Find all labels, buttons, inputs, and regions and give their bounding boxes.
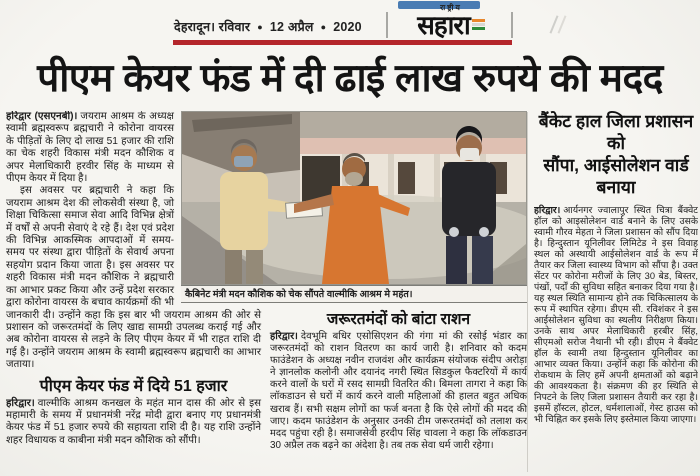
banquet-article	[534, 110, 698, 476]
paper-wordmark: सहारा	[417, 10, 484, 40]
masthead-separator	[386, 12, 388, 38]
banquet-dateline: हरिद्वार।	[534, 205, 561, 215]
pm-fund-text: वाल्मीकि आश्रम कनखल के महंत मान दास की ओर से इस महामारी के समय में प्रधानमंत्री नरेंद्र मोदी द्वारा बनाए गए प्रधानमंत्री केयर फंड में 51 हजार रुपये की सहायता राशि दी है। यह राशि उन्होंने शहर विधायक व काबीना मंत्री मदन कौशिक को सौंपी।	[6, 397, 261, 446]
lead-article	[6, 111, 527, 474]
banquet-heading-line2: सौंपा, आईसोलेशन वार्ड बनाया	[543, 155, 689, 197]
photo-frame	[181, 111, 527, 285]
ration-text: देवभूमि बधिर एसोसिएशन की गंगा मां की रसोई भंडार का जरूरतमंदों को राशन वितरण का कार्य जारी है। शनिवार को कदम फाउंडेशन के अध्यक्ष नवीन राजवंश और कार्यक्रम संयोजक संदीप अरोड़ा ने ज्ञानलोक कलोनी और दयानंद नगरी स्थित सिडकुल फैक्टरियों में कार्य करने वालों के घरों में रसद सामग्री वितरित की। बिमला तागरा ने कहा कि लॉकडाउन से घरों में कार्य करने वाली महिलाओं की हालत बहुत अधिक खराब हैं। सभी सक्षम लोगों का फर्ज बनता है कि ऐसे लोगों की मदद की जाए। कदम फाउंडेशन के अनुसार उनकी टीम जरूरतमंदों को तलाश कर मदद पहुंचा रही है। समाजसेवी हरदीप सिंह चावला ने कहा कि लॉकडाउन 30 अप्रैल तक बढ़ने का अंदेशा है। तब तक सेवा धर्म जारी रहेगा।	[270, 331, 527, 451]
masthead-separator	[511, 12, 513, 38]
lead-text-2: इस अवसर पर ब्रह्मचारी ने कहा कि जयराम आश्रम देश की लोकसेवी संस्था है, जो शिक्षा चिकित्सा समाज सेवा आदि विभिन्न क्षेत्रों में वर्षों से अपनी सेवाएं दे रहे हैं। देश एवं प्रदेश की विभिन्न आकस्मिक आपदाओं में समय-समय पर संस्था द्वारा पीड़ितों के सेवार्थ अपना सहयोग प्रदान किया जाता है। इस अवसर पर शहरी विकास मंत्री मदन कौशिक ने ब्रह्मचारी का आभार प्रकट किया और उन्हें प्रदेश सरकार द्वारा कोरोना वायरस के बचाव कार्यक्रमों की भी जानकारी दी। उन्होंने कहा कि इस बार भी जयराम आश्रम की ओर से प्रशासन को जरूरतमंदों के लिए खाद्य सामग्री उपलब्ध कराई गई और अब कोरोना वायरस से लड़ने के लिए पीएम केयर में भी राहत राशि दी गई है। उन्होंने जयराम आश्रम के स्वामी ब्रह्मस्वरूप ब्रह्मचारी का आभार जताया।	[6, 185, 261, 371]
ration-article	[270, 311, 527, 452]
lead-text-1: जयराम आश्रम के अध्यक्ष स्वामी ब्रह्मस्वरूप ब्रह्मचारी ने कोरोना वायरस के पीड़ितों के लिए दो लाख 51 हजार की राशि का चेक शहरी विकास मंत्री मदन कौशिक व अपर मेलाधिकारी हरवीर सिंह के माध्यम से पीएम केयर में दिया है।	[6, 111, 174, 185]
dateline-date: 12 अप्रैल	[269, 20, 314, 34]
paper-logo	[398, 4, 504, 38]
masthead-red-rule	[173, 40, 512, 45]
news-photo	[181, 111, 527, 303]
pm-fund-heading: पीएम केयर फंड में दिये 51 हजार	[39, 377, 228, 395]
banquet-text: आर्यनगर ज्वालापुर स्थित चित्रा बैंक्वेट हॉल को आइसोलेशन वार्ड बनाने के लिए उसके स्वामी गौरव मेहता ने जिला प्रशासन को सौंप दिया है। हिन्दुस्तान यूनिलीवर लिमिटेड ने इस विवाह स्थल को अस्थायी आईसोलेशन वार्ड के रूप में तैयार कर जिला स्वास्थ्य विभाग को सौंपा है। उक्त सेंटर पर कोरोना मरीजों के लिए 30 बेड, बिस्तर, पंखों, पर्दों की सुविधा सहित बनाकर दिया गया है। यह स्थल स्थिति सामान्य होने तक चिकित्सालय के रूप में स्थापित रहेगा। डीएम सी. रविशंकर ने इस आईसोलेशन सुविधा का स्थलीय निरीक्षण किया। उनके साथ अपर मेलाधिकारी हरबीर सिंह, सीएमओ सरोज नैथानी भी रही। डीएम ने बैंक्वेट हॉल के स्वामी तथा हिन्दुस्तान यूनिलीवर का आभार व्यक्त किया। उन्होंने कहा कि कोरोना की रोकथाम के लिए हमें अपनी क्षमताओं को बढ़ाने की आवश्यकता है। संक्रमण की हर स्थिति से निपटने के लिए जिला प्रशासन तैयारी कर रहा है। इसमें हॉस्टल, होटल, धर्मशालाओं, गेस्ट हाउस को भी चिह्नित कर इसके लिए इस्तेमाल किया जाएगा।	[534, 205, 698, 424]
lead-dateline: हरिद्वार (एसएनबी)।	[6, 111, 78, 122]
paper-tagline: राष्ट्रीय	[440, 3, 462, 12]
scan-artifact-mark	[558, 15, 567, 33]
page-title: पीएम केयर फंड में दी ढाई लाख रुपये की मदद	[37, 57, 663, 100]
ration-heading: जरूरतमंदों को बांटा राशन	[326, 311, 471, 328]
banquet-heading-line1: बैंकेट हाल जिला प्रशासन को	[538, 111, 694, 153]
ration-dateline: हरिद्वार।	[270, 331, 298, 342]
column-rule	[527, 112, 528, 472]
banquet-heading	[534, 110, 698, 198]
dateline-year: 2020	[333, 20, 362, 34]
dateline-city: देहरादून। रविवार	[174, 20, 251, 34]
pm-fund-dateline: हरिद्वार।	[6, 397, 35, 409]
photo-illustration	[182, 112, 526, 284]
dateline-bullet: ●	[320, 22, 327, 32]
edition-dateline	[174, 18, 362, 35]
tricolor-flag-icon	[472, 19, 485, 31]
ration-body	[270, 331, 527, 452]
photo-caption: कैबिनेट मंत्री मदन कौशिक को चेक सौंपते वाल्मीकि आश्रम मे महंत।	[181, 285, 527, 303]
dateline-bullet: ●	[257, 22, 263, 32]
banquet-body	[534, 205, 698, 425]
